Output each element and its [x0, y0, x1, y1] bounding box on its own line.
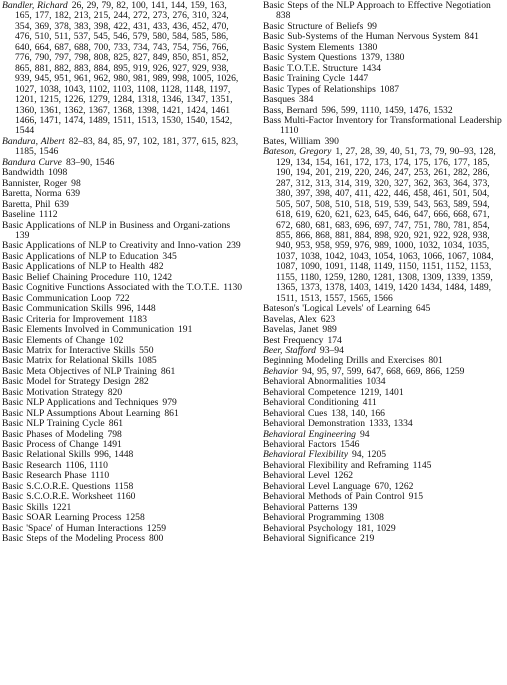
index-page-refs: 1434 — [361, 62, 381, 74]
index-term: Basic Applications of NLP to Education — [2, 250, 159, 262]
index-term: Basic Research — [2, 459, 62, 471]
index-term: Behavioral Programming — [263, 512, 361, 524]
index-term: Bass Multi-Factor Inventory for Transformational Leadership — [263, 114, 502, 126]
index-term: Behavioral Abnormalities — [263, 376, 363, 388]
index-term: Basic System Questions — [263, 52, 357, 64]
index-term: Behavioral Cues — [263, 407, 328, 419]
index-page-refs: 191 — [178, 324, 193, 336]
index-term: Bandwidth — [2, 167, 45, 179]
index-page-refs: 1158 — [114, 480, 134, 492]
index-page-refs: 1160 — [116, 491, 136, 503]
index-page-refs: 139 — [342, 501, 358, 513]
index-term: Bateson's 'Logical Levels' of Learning — [263, 303, 412, 315]
index-term: Basic NLP Assumptions About Learning — [2, 407, 161, 419]
index-term: Basic Meta Objectives of NLP Training — [2, 365, 157, 377]
index-term: Basic Motivation Strategy — [2, 386, 104, 398]
index-page-refs: 1546 — [340, 439, 360, 451]
index-page-refs: 1258 — [125, 512, 145, 524]
index-entry — [2, 1, 246, 137]
index-page-refs: 861 — [164, 407, 179, 419]
index-term: Basic Process of Change — [2, 439, 99, 451]
index-term: Basic System Elements — [263, 41, 355, 53]
index-term: Basic Cognitive Functions Associated with the T.O.T.E. — [2, 282, 220, 294]
index-term: Basic Structure of Beliefs — [263, 20, 364, 32]
index-page-refs: 1379, 1380 — [360, 52, 405, 64]
index-page-refs: 411 — [362, 397, 377, 409]
index-term: Basic Training Cycle — [263, 73, 346, 85]
index-page-refs: 639 — [65, 188, 81, 200]
index-term: Beginning Modeling Drills and Exercises — [263, 355, 425, 367]
index-term: Basic Sub-Systems of the Human Nervous System — [263, 31, 461, 43]
index-page-refs: 1145 — [412, 459, 432, 471]
index-page-refs: 1308 — [364, 512, 384, 524]
index-term: Behavioral Significance — [263, 533, 356, 545]
index-term: Behavioral Factors — [263, 439, 337, 451]
index-term: Basic Communication Loop — [2, 292, 112, 304]
index-page-refs: 1491 — [102, 439, 122, 451]
index-page-refs: 1221 — [52, 501, 72, 513]
index-page-refs: 482 — [149, 261, 164, 273]
index-term: Behavioral Conditioning — [263, 397, 359, 409]
index-page-refs: 1130 — [223, 282, 243, 294]
index-term: Basic Communication Skills — [2, 303, 113, 315]
index-page-refs: 1106, 1110 — [65, 459, 108, 471]
index-column-right — [263, 1, 505, 545]
index-term: Behavioral Patterns — [263, 501, 339, 513]
index-page-refs: 670, 1262 — [374, 480, 414, 492]
index-page-refs: 345 — [162, 250, 177, 262]
index-term: Basic S.C.O.R.E. Worksheet — [2, 491, 113, 503]
index-page-refs: 83–90, 1546 — [65, 156, 115, 168]
index-page-refs: 722 — [115, 292, 130, 304]
index-term: Bavelas, Alex — [263, 313, 317, 325]
index-entry — [263, 116, 505, 137]
index-term: Basic Criteria for Improvement — [2, 313, 125, 325]
index-term: Beer, Stafford — [263, 344, 316, 356]
index-page-refs: 1110 — [90, 470, 110, 482]
index-term: Basic Matrix for Interactive Skills — [2, 344, 136, 356]
index-term: Bateson, Gregory — [263, 146, 332, 158]
index-page-refs: 798 — [107, 428, 122, 440]
index-page-refs: 639 — [54, 198, 69, 210]
index-page-refs: 390 — [324, 135, 339, 147]
index-page-refs: 1259 — [146, 522, 166, 534]
index-term: Basic Types of Relationships — [263, 83, 376, 95]
index-term: Baretta, Norma — [2, 188, 62, 200]
index-term: Basic Skills — [2, 501, 49, 513]
index-column-left — [2, 1, 246, 545]
index-page-refs: 861 — [108, 418, 124, 430]
index-term: Basic Belief Chaining Procedure — [2, 271, 130, 283]
index-term: Behavioral Flexibility and Reframing — [263, 459, 409, 471]
index-page-refs: 94, 95, 97, 599, 647, 668, 669, 866, 1259 — [302, 365, 465, 377]
index-term: Basic Steps of the NLP Approach to Effective Negotiation — [263, 0, 491, 11]
index-page-refs: 915 — [408, 491, 424, 503]
index-page-refs: 1110 — [280, 125, 299, 137]
index-term: Behavioral Engineering — [263, 428, 356, 440]
index-term: Behavioral Competence — [263, 386, 356, 398]
index-page-refs: 99 — [367, 20, 377, 32]
index-page-refs: 1333, 1334 — [369, 418, 413, 430]
index-page-refs: 989 — [322, 324, 337, 336]
index-page-refs: 1087 — [379, 83, 400, 95]
index-page-refs: 110, 1242 — [133, 271, 173, 283]
index-term: Baretta, Phil — [2, 198, 51, 210]
index-page-refs: 841 — [464, 31, 479, 43]
index-term: Bass, Bernard — [263, 104, 318, 116]
index-page-refs: 820 — [107, 386, 123, 398]
index-page-refs: 239 — [226, 240, 241, 252]
index-page-refs: 1085 — [137, 355, 157, 367]
index-page-refs: 1219, 1401 — [359, 386, 404, 398]
index-page-refs: 1262 — [333, 470, 354, 482]
index-page-refs: 174 — [327, 334, 342, 346]
index-term: Basic SOAR Learning Process — [2, 512, 122, 524]
index-page-refs: 26, 29, 79, 82, 100, 141, 144, 159, 163, 165, 177, 182, 213, 215, 244, 272, 273, 276, 310, 324, 354, 369, 378, 383, 398, 422, 431, 433, 436, 452, 470, 476, 510, 511, 537, 545, 546, 579, 580, 584, 585, 586, 640, 664, 687, 688, 700, 733, 734, 743, 754, 756, 766, 776, 790, 797, 798, 808, 825, 827, 849, 850, 851, 852, 865, 881, 882, 883, 884, 895, 919, 926, 927, 929, 938, 939, 945, 951, 961, 962, 980, 981, 989, 998, 1005, 1026, 1027, 1038, 1043, 1102, 1103, 1108, 1128, 1148, 1197, 1201, 1215, 1226, 1279, 1284, 1318, 1346, 1347, 1351, 1360, 1361, 1362, 1367, 1368, 1398, 1421, 1424, 1461 1466, 1471, 1474, 1489, 1511, 1513, 1530, 1540, 1542, 1544 — [15, 0, 239, 137]
index-term: Behavioral Level — [263, 470, 330, 482]
index-term: Basic Relational Skills — [2, 449, 91, 461]
index-page-refs: 800 — [148, 533, 164, 545]
index-term: Bannister, Roger — [2, 177, 68, 189]
index-page-refs: 219 — [359, 533, 375, 545]
index-term: Basic 'Space' of Human Interactions — [2, 522, 143, 534]
index-page-refs: 82–83, 84, 85, 97, 102, 181, 377, 615, 823, 1185, 1546 — [15, 135, 239, 158]
index-term: Behavioral Demonstration — [263, 418, 366, 430]
index-page-refs: 93–94 — [319, 344, 344, 356]
index-page-refs: 1183 — [128, 313, 148, 325]
index-page-refs: 1380 — [358, 41, 378, 53]
index-entry — [263, 147, 505, 304]
index-term: Basic Phases of Modeling — [2, 428, 104, 440]
index-page-refs: 94, 1205 — [351, 449, 387, 461]
index-term: Bates, William — [263, 135, 321, 147]
index-page-refs: 94 — [359, 428, 370, 440]
index-term: Bandler, Richard — [2, 0, 68, 11]
index-entry — [2, 534, 246, 544]
index-entry — [2, 137, 246, 158]
index-term: Basic Applications of NLP to Health — [2, 261, 146, 273]
index-term: Basic Elements Involved in Communication — [2, 324, 174, 336]
index-term: Behavioral Methods of Pain Control — [263, 491, 405, 503]
index-entry — [2, 221, 246, 242]
index-term: Basic NLP Training Cycle — [2, 418, 105, 430]
index-page-refs: 181, 1029 — [356, 522, 396, 534]
index-page-refs: 861 — [160, 365, 176, 377]
index-entry — [263, 534, 505, 544]
index-term: Behavioral Level Language — [263, 480, 371, 492]
index-page-refs: 1098 — [48, 167, 68, 179]
index-term: Basic S.C.O.R.E. Questions — [2, 480, 111, 492]
index-term: Basic NLP Applications and Techniques — [2, 397, 159, 409]
index-entry — [263, 1, 505, 22]
index-page-refs: 1447 — [349, 73, 369, 85]
index-page-refs: 996, 1448 — [116, 303, 156, 315]
index-term: Baseline — [2, 209, 36, 221]
index-term: Basic T.O.T.E. Structure — [263, 62, 358, 74]
index-page-refs: 98 — [71, 177, 81, 189]
index-page-refs: 979 — [162, 397, 177, 409]
index-page-refs: 384 — [298, 94, 314, 106]
index-term: Basic Research Phase — [2, 470, 87, 482]
index-term: Best Frequency — [263, 334, 324, 346]
index-page-refs: 102 — [109, 334, 124, 346]
index-term: Basic Applications of NLP in Business and Organi-zations — [2, 219, 231, 231]
index-term: Bavelas, Janet — [263, 324, 319, 336]
index-page-refs: 623 — [320, 313, 336, 325]
index-page-refs: 550 — [139, 344, 154, 356]
index-term: Behavioral Psychology — [263, 522, 353, 534]
index-term: Basques — [263, 94, 295, 106]
index-page-refs: 282 — [134, 376, 149, 388]
index-page-refs: 138, 140, 166 — [331, 407, 385, 419]
index-page-refs: 1, 27, 28, 39, 40, 51, 73, 79, 90–93, 128, 129, 134, 154, 161, 172, 173, 174, 175, 176, 177, 185, 190, 194, 201, 219, 220, 246, 247, 253, 261, 282, 286, 287, 312, 313, 314, 319, 320, 327, 362, 363, 364, 373, 380, 397, 398, 407, 411, 422, 446, 458, 461, 501, 504, 505, 507, 508, 510, 518, 519, 539, 543, 563, 589, 594, 618, 619, 620, 621, 623, 645, 646, 647, 666, 668, 671, 672, 680, 681, 683, 696, 697, 747, 751, 780, 781, 854, 855, 866, 868, 881, 884, 898, 920, 921, 922, 928, 938, 940, 953, 958, 959, 976, 989, 1000, 1032, 1034, 1035, 1037, 1038, 1042, 1043, 1054, 1063, 1066, 1067, 1084, 1087, 1090, 1091, 1148, 1149, 1150, 1151, 1152, 1153, 1155, 1180, 1259, 1280, 1281, 1308, 1309, 1339, 1359, 1365, 1373, 1378, 1403, 1419, 1420 1434, 1484, 1489, 1511, 1513, 1557, 1565, 1566 — [276, 146, 496, 304]
index-term: Basic Steps of the Modeling Process — [2, 533, 145, 545]
index-page-refs: 996, 1448 — [94, 449, 134, 461]
index-term: Bandura Curve — [2, 156, 62, 168]
index-term: Basic Applications of NLP to Creativity and Inno-vation — [2, 240, 223, 252]
index-page-refs: 139 — [15, 229, 30, 241]
index-term: Behavioral Flexibility — [263, 449, 348, 461]
index-page-refs: 801 — [428, 355, 443, 367]
index-page-refs: 1112 — [39, 209, 58, 221]
index-page-refs: 596, 599, 1110, 1459, 1476, 1532 — [321, 104, 453, 116]
index-term: Basic Elements of Change — [2, 334, 106, 346]
index-page-refs: 1034 — [366, 376, 386, 388]
index-term: Behavior — [263, 365, 299, 377]
index-term: Basic Matrix for Relational Skills — [2, 355, 134, 367]
index-page-refs: 838 — [276, 10, 291, 22]
index-term: Basic Model for Strategy Design — [2, 376, 131, 388]
index-page-refs: 645 — [415, 303, 431, 315]
index-term: Bandura, Albert — [2, 135, 65, 147]
